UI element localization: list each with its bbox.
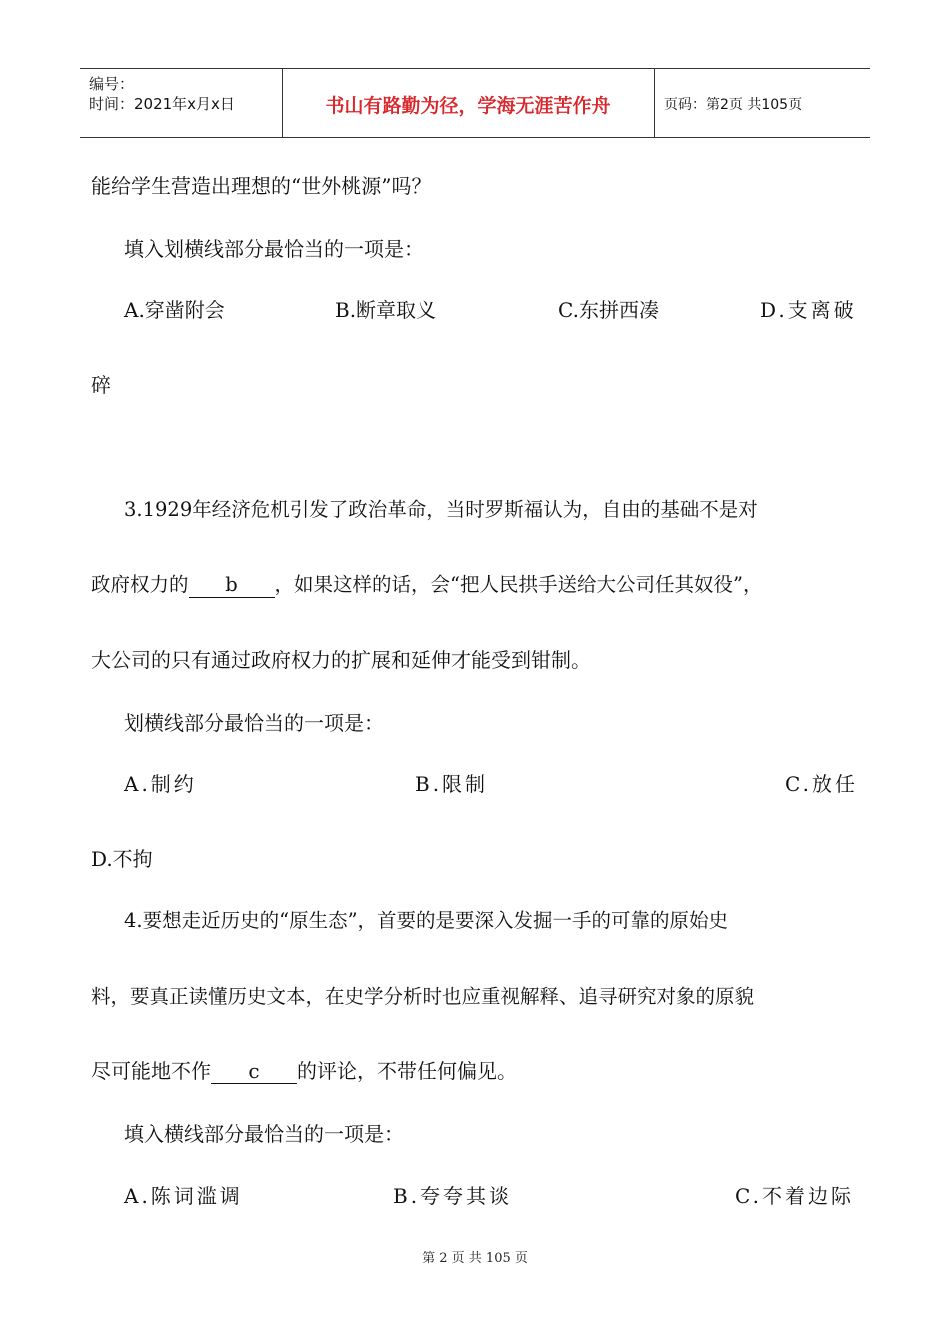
q2-prompt: 填入划横线部分最恰当的一项是： [124, 237, 424, 261]
q3-line-2-post: ，如果这样的话，会“把人民拱手送给大公司任其奴役”， [274, 573, 763, 596]
q2-option-d: D.支离破 [760, 298, 857, 322]
q3-option-c: C.放任 [785, 772, 858, 796]
q3-answer-blank: b [189, 573, 275, 598]
q2-option-b: B.断章取义 [335, 298, 437, 322]
q2-option-d-wrap: 碎 [91, 373, 111, 397]
q3-line-2-pre: 政府权力的 [91, 573, 189, 596]
document-number-label: 编号： [89, 75, 135, 93]
q4-option-c: C.不着边际 [735, 1184, 854, 1208]
q2-option-c: C.东拼西凑 [558, 298, 659, 322]
header-motto: 书山有路勤为径，学海无涯苦作舟 [325, 95, 611, 117]
q3-prompt: 划横线部分最恰当的一项是： [124, 711, 384, 735]
header-motto-cell [282, 69, 655, 137]
q4-line-3-pre: 尽可能地不作 [91, 1059, 211, 1083]
q3-line-2 [91, 571, 762, 599]
q3-option-b: B.限制 [415, 772, 489, 796]
q4-prompt: 填入横线部分最恰当的一项是： [124, 1122, 404, 1146]
q2-option-a: A.穿凿附会 [124, 298, 225, 322]
page-header [80, 68, 870, 138]
document-date: 时间：2021年x月x日 [89, 95, 235, 113]
q3-option-d: D.不拘 [91, 847, 153, 871]
q4-line-3 [91, 1057, 517, 1085]
q4-line-1: 4.要想走近历史的“原生态”，首要的是要深入发掘一手的可靠的原始史 [124, 909, 729, 932]
header-meta [80, 69, 283, 137]
q3-line-1: 3.1929年经济危机引发了政治革命，当时罗斯福认为，自由的基础不是对 [124, 498, 758, 521]
header-page-cell [654, 69, 870, 137]
q3-line-3: 大公司的只有通过政府权力的扩展和延伸才能受到钳制。 [91, 648, 591, 672]
q4-answer-blank: c [211, 1059, 297, 1084]
header-page-info: 页码：第2页 共105页 [664, 97, 803, 113]
q4-line-2: 料，要真正读懂历史文本，在史学分析时也应重视解释、追寻研究对象的原貌 [91, 985, 755, 1008]
q4-option-a: A.陈词滥调 [124, 1184, 243, 1208]
q4-option-b: B.夸夸其谈 [393, 1184, 513, 1208]
page-footer: 第 2 页 共 105 页 [422, 1251, 528, 1266]
q4-line-3-post: 的评论，不带任何偏见。 [297, 1059, 517, 1083]
q2-tail-text: 能给学生营造出理想的“世外桃源”吗？ [91, 174, 432, 198]
q3-option-a: A.制约 [124, 772, 197, 796]
